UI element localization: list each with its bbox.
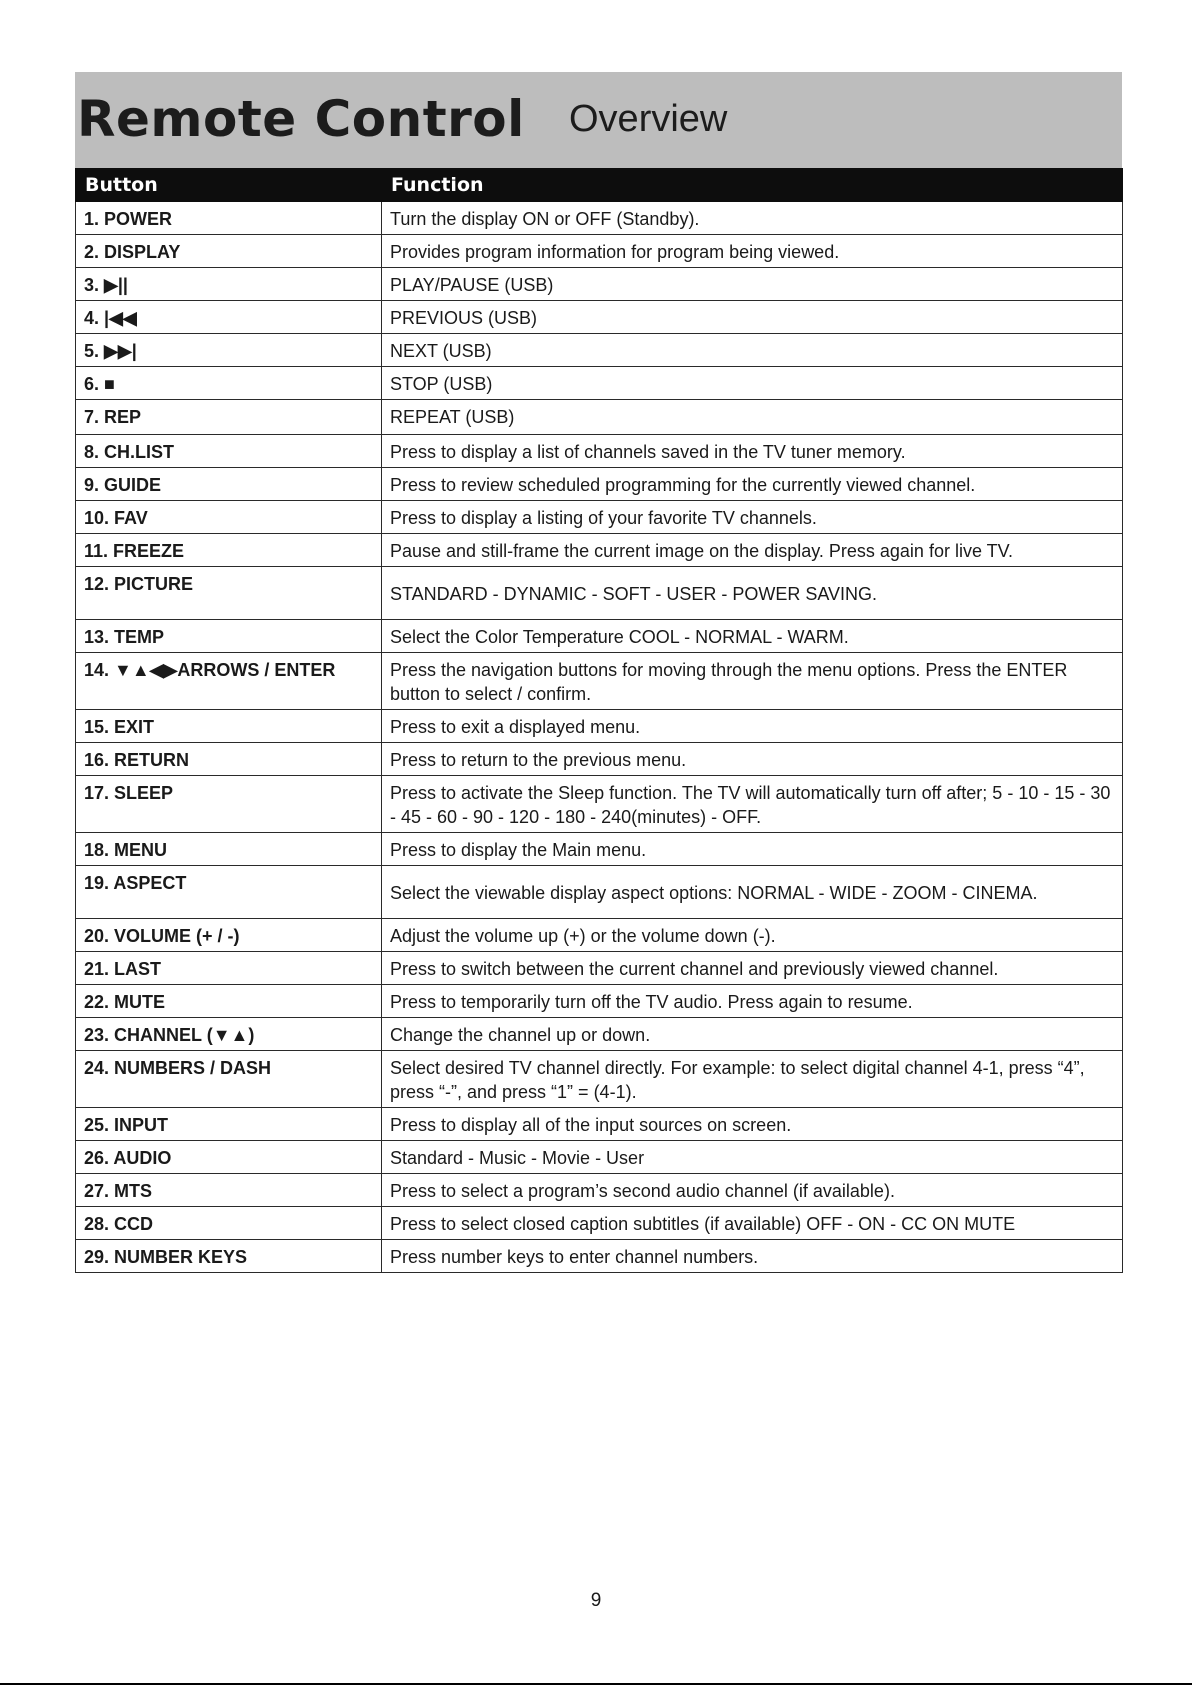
- button-cell: 6. ■: [76, 367, 382, 400]
- function-cell: STOP (USB): [382, 367, 1123, 400]
- button-cell: 4. |◀◀: [76, 301, 382, 334]
- function-cell: Press to select closed caption subtitles (if available) OFF - ON - CC ON MUTE: [382, 1207, 1123, 1240]
- table-row: [76, 985, 1123, 1018]
- function-cell: Press to review scheduled programming for the currently viewed channel.: [382, 468, 1123, 501]
- button-cell: 28. CCD: [76, 1207, 382, 1240]
- function-cell: Pause and still-frame the current image on the display. Press again for live TV.: [382, 534, 1123, 567]
- table-row: [76, 235, 1123, 268]
- function-cell: Select the viewable display aspect options: NORMAL - WIDE - ZOOM - CINEMA.: [382, 866, 1123, 919]
- button-cell: 2. DISPLAY: [76, 235, 382, 268]
- function-cell: STANDARD - DYNAMIC - SOFT - USER - POWER SAVING.: [382, 567, 1123, 620]
- table-row: [76, 1051, 1123, 1108]
- table-row: [76, 301, 1123, 334]
- table-row: [76, 268, 1123, 301]
- table-row: [76, 1174, 1123, 1207]
- table-row: [76, 710, 1123, 743]
- table-row: [76, 501, 1123, 534]
- button-cell: 25. INPUT: [76, 1108, 382, 1141]
- page-subtitle: Overview: [569, 98, 728, 140]
- function-cell: Select desired TV channel directly. For example: to select digital channel 4-1, press “4”, press “-”, and press “1” = (4-1).: [382, 1051, 1123, 1108]
- function-cell: Standard - Music - Movie - User: [382, 1141, 1123, 1174]
- table-row: [76, 334, 1123, 367]
- button-cell: 22. MUTE: [76, 985, 382, 1018]
- table-row: [76, 776, 1123, 833]
- table-row: [76, 435, 1123, 468]
- table-row: [76, 743, 1123, 776]
- table-row: [76, 468, 1123, 501]
- page-number: 9: [590, 1590, 602, 1611]
- button-cell: 11. FREEZE: [76, 534, 382, 567]
- function-cell: Press to display a list of channels saved in the TV tuner memory.: [382, 435, 1123, 468]
- button-cell: 12. PICTURE: [76, 567, 382, 620]
- table-row: [76, 534, 1123, 567]
- table-header-row: [76, 169, 1123, 202]
- function-cell: PLAY/PAUSE (USB): [382, 268, 1123, 301]
- button-cell: 16. RETURN: [76, 743, 382, 776]
- function-cell: Turn the display ON or OFF (Standby).: [382, 202, 1123, 235]
- function-cell: Press the navigation buttons for moving through the menu options. Press the ENTER button to select / confirm.: [382, 653, 1123, 710]
- page-header: [75, 72, 1122, 168]
- page-title: Remote Control: [77, 90, 525, 148]
- button-cell: 17. SLEEP: [76, 776, 382, 833]
- table-row: [76, 1108, 1123, 1141]
- function-cell: Select the Color Temperature COOL - NORMAL - WARM.: [382, 620, 1123, 653]
- column-header-button: Button: [76, 169, 382, 202]
- button-cell: 14. ▼▲◀▶ARROWS / ENTER: [76, 653, 382, 710]
- table-row: [76, 833, 1123, 866]
- function-cell: Press to return to the previous menu.: [382, 743, 1123, 776]
- button-cell: 26. AUDIO: [76, 1141, 382, 1174]
- function-cell: Press to display a listing of your favorite TV channels.: [382, 501, 1123, 534]
- function-cell: REPEAT (USB): [382, 400, 1123, 435]
- button-cell: 9. GUIDE: [76, 468, 382, 501]
- button-cell: 19. ASPECT: [76, 866, 382, 919]
- function-cell: PREVIOUS (USB): [382, 301, 1123, 334]
- function-cell: Press to switch between the current channel and previously viewed channel.: [382, 952, 1123, 985]
- table-row: [76, 653, 1123, 710]
- button-cell: 18. MENU: [76, 833, 382, 866]
- function-cell: Adjust the volume up (+) or the volume down (-).: [382, 919, 1123, 952]
- button-cell: 20. VOLUME (+ / -): [76, 919, 382, 952]
- function-cell: Press to select a program’s second audio channel (if available).: [382, 1174, 1123, 1207]
- button-cell: 21. LAST: [76, 952, 382, 985]
- button-cell: 13. TEMP: [76, 620, 382, 653]
- function-cell: Press to activate the Sleep function. The TV will automatically turn off after; 5 - 10 - 15 - 30 - 45 - 60 - 90 - 120 - 180 - 240(minutes) - OFF.: [382, 776, 1123, 833]
- button-cell: 15. EXIT: [76, 710, 382, 743]
- button-cell: 7. REP: [76, 400, 382, 435]
- function-cell: Press number keys to enter channel numbers.: [382, 1240, 1123, 1273]
- button-cell: 23. CHANNEL (▼▲): [76, 1018, 382, 1051]
- button-cell: 29. NUMBER KEYS: [76, 1240, 382, 1273]
- table-row: [76, 919, 1123, 952]
- function-cell: Change the channel up or down.: [382, 1018, 1123, 1051]
- table-row: [76, 367, 1123, 400]
- function-cell: Press to display all of the input sources on screen.: [382, 1108, 1123, 1141]
- function-cell: Press to display the Main menu.: [382, 833, 1123, 866]
- table-row: [76, 400, 1123, 435]
- button-cell: 5. ▶▶|: [76, 334, 382, 367]
- button-cell: 24. NUMBERS / DASH: [76, 1051, 382, 1108]
- button-cell: 27. MTS: [76, 1174, 382, 1207]
- table-row: [76, 1018, 1123, 1051]
- column-header-function: Function: [382, 169, 1123, 202]
- function-cell: Provides program information for program being viewed.: [382, 235, 1123, 268]
- button-cell: 3. ▶||: [76, 268, 382, 301]
- table-row: [76, 567, 1123, 620]
- table-row: [76, 620, 1123, 653]
- table-row: [76, 866, 1123, 919]
- table-row: [76, 1240, 1123, 1273]
- table-row: [76, 1207, 1123, 1240]
- table-row: [76, 1141, 1123, 1174]
- table-row: [76, 952, 1123, 985]
- remote-control-table: [75, 168, 1123, 1273]
- function-cell: Press to temporarily turn off the TV audio. Press again to resume.: [382, 985, 1123, 1018]
- button-cell: 1. POWER: [76, 202, 382, 235]
- table-row: [76, 202, 1123, 235]
- button-cell: 8. CH.LIST: [76, 435, 382, 468]
- function-cell: NEXT (USB): [382, 334, 1123, 367]
- function-cell: Press to exit a displayed menu.: [382, 710, 1123, 743]
- button-cell: 10. FAV: [76, 501, 382, 534]
